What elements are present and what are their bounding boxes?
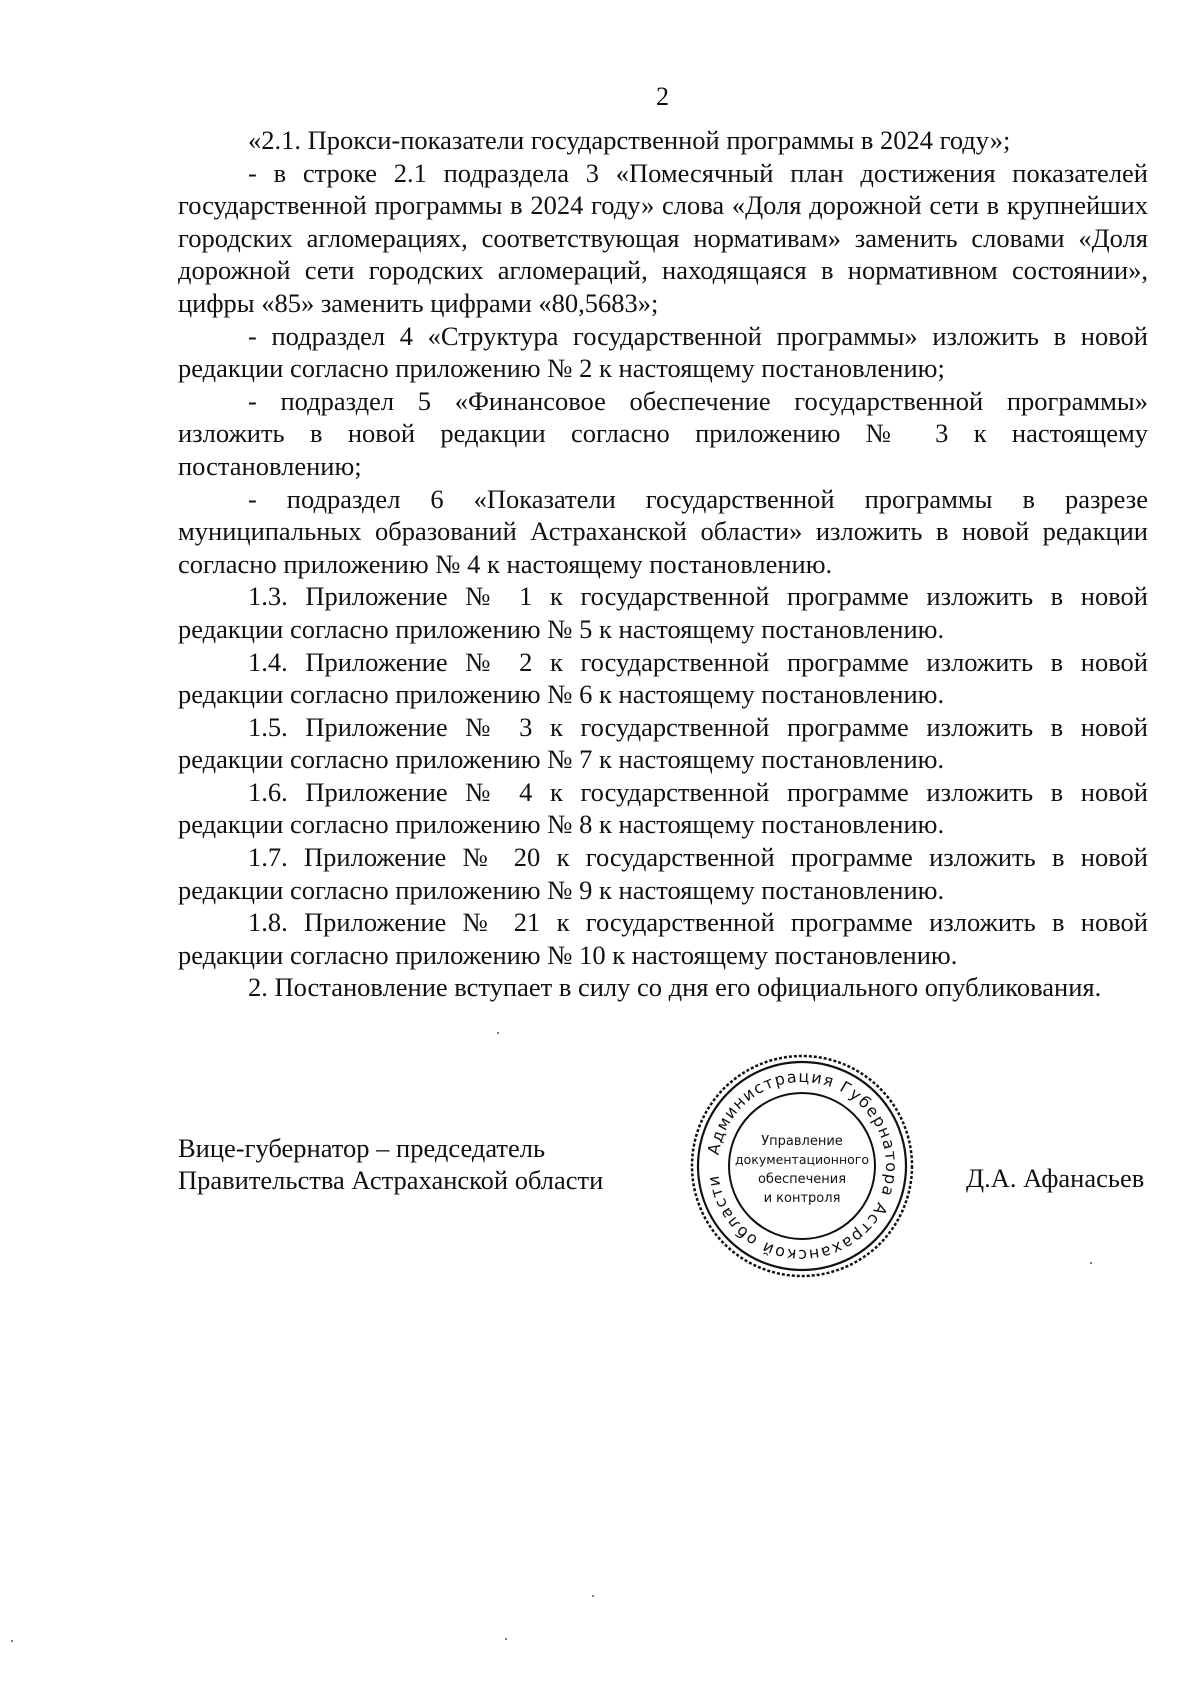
scan-speck — [1090, 1262, 1092, 1264]
scan-speck — [505, 1638, 507, 1640]
paragraph: 1.6. Приложение № 4 к государственной программе изложить в новой редакции согласно приложению № 8 к настоящему постановлению. — [178, 776, 1148, 840]
signatory-name: Д.А. Афанасьев — [966, 1163, 1145, 1193]
official-seal — [688, 1052, 916, 1280]
seal-text-line: Управление — [761, 1134, 843, 1149]
signatory-position — [178, 1132, 603, 1196]
paragraph: - подраздел 6 «Показатели государственной программы в разрезе муниципальных образований Астраханской области» изложить в новой редакции согласно приложению № 4 к настоящему постановлению. — [178, 483, 1148, 579]
scan-speck — [11, 1640, 13, 1642]
seal-text-line: документационного — [735, 1152, 869, 1167]
paragraph: 1.5. Приложение № 3 к государственной программе изложить в новой редакции согласно приложению № 7 к настоящему постановлению. — [178, 711, 1148, 775]
paragraph: - в строке 2.1 подраздела 3 «Помесячный план достижения показателей государственной программы в 2024 году» слова «Доля дорожной сети в крупнейших городских агломерациях, соответствующая нормативам» заменить словами «Доля дорожной сети городских агломераций, находящаяся в нормативном состоянии», цифры «85» заменить цифрами «80,5683»; — [178, 157, 1148, 318]
document-body — [178, 124, 1148, 1004]
seal-text-line: и контроля — [763, 1191, 841, 1206]
signatory-position-line: Правительства Астраханской области — [178, 1165, 604, 1195]
paragraph: 1.3. Приложение № 1 к государственной программе изложить в новой редакции согласно приложению № 5 к настоящему постановлению. — [178, 581, 1148, 644]
paragraph: 1.8. Приложение № 21 к государственной программе изложить в новой редакции согласно приложению № 10 к настоящему постановлению. — [178, 907, 1148, 970]
paragraph: - подраздел 4 «Структура государственной программы» изложить в новой редакции согласно приложению № 2 к настоящему постановлению; — [178, 320, 1148, 384]
seal-ring-text: Администрация Губернатора Астраханской области — [703, 1066, 902, 1266]
paragraph: «2.1. Прокси-показатели государственной программы в 2024 году»; — [248, 125, 1011, 155]
paragraph: 1.7. Приложение № 20 к государственной программе изложить в новой редакции согласно приложению № 9 к настоящему постановлению. — [178, 842, 1148, 905]
seal-text-line: обеспечения — [757, 1172, 847, 1187]
paragraph: 1.4. Приложение № 2 к государственной программе изложить в новой редакции согласно приложению № 6 к настоящему постановлению. — [178, 646, 1148, 710]
signatory-position-line: Вице-губернатор – председатель — [178, 1133, 546, 1163]
scan-speck — [497, 1032, 499, 1034]
paragraph: 2. Постановление вступает в силу со дня его официального опубликования. — [248, 972, 1102, 1003]
scan-speck — [592, 1595, 594, 1597]
page-number: 2 — [656, 82, 669, 111]
paragraph: - подраздел 5 «Финансовое обеспечение государственной программы» изложить в новой редакции согласно приложению № 3 к настоящему постановлению; — [178, 385, 1148, 481]
